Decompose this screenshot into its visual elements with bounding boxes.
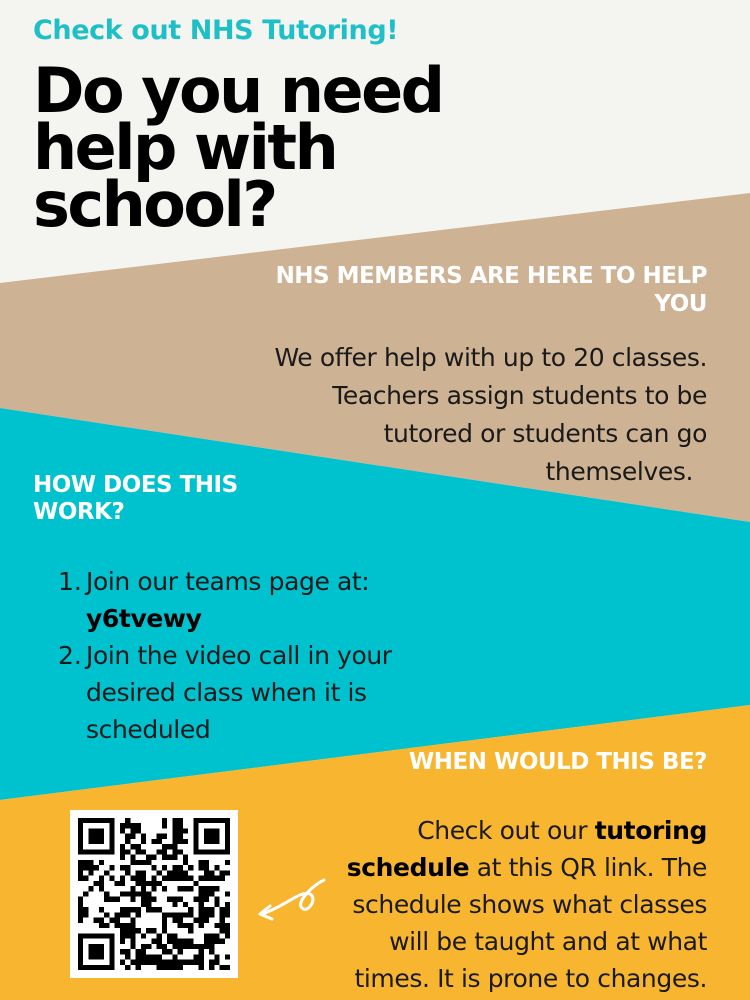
step-1-text: Join our teams page at:	[86, 567, 370, 596]
when-bold-tutoring: tutoring	[594, 816, 707, 845]
headline-line-3: school?	[33, 168, 276, 241]
when-line-2	[287, 849, 707, 886]
helpers-heading: NHS MEMBERS ARE HERE TO HELP YOU	[275, 263, 707, 317]
steps-list	[58, 563, 438, 748]
step-2-number: 2.	[58, 641, 82, 670]
when-line-1-text: Check out our	[417, 816, 595, 845]
step-2-line-1: Join the video call in your	[86, 641, 392, 670]
when-line-4: will be taught and at what	[389, 927, 707, 956]
when-bold-schedule: schedule	[346, 853, 470, 882]
headline-line-2: help with	[33, 111, 337, 184]
when-line-3: schedule shows what classes	[352, 890, 707, 919]
helpers-line-2: Teachers assign students to be	[332, 381, 707, 410]
when-line-1	[287, 812, 707, 849]
kicker-text: Check out NHS Tutoring!	[33, 15, 399, 46]
helpers-line-4: themselves.	[545, 457, 693, 486]
step-2	[58, 637, 438, 748]
when-body	[287, 812, 707, 997]
when-heading: WHEN WOULD THIS BE?	[408, 749, 707, 775]
headline-line-1: Do you need	[33, 54, 443, 127]
helpers-line-1: We offer help with up to 20 classes.	[274, 343, 707, 372]
teams-code: y6tvewy	[86, 604, 202, 633]
when-line-5: times. It is prone to changes.	[354, 964, 707, 993]
step-1	[58, 563, 438, 637]
qr-code-icon[interactable]	[70, 810, 238, 978]
step-1-number: 1.	[58, 567, 82, 596]
step-2-line-2: desired class when it is	[86, 678, 367, 707]
helpers-body	[237, 339, 707, 491]
step-2-line-3: scheduled	[86, 715, 211, 744]
how-heading: HOW DOES THIS WORK?	[33, 472, 238, 525]
when-line-2-text: at this QR link. The	[469, 853, 707, 882]
page-headline	[33, 54, 453, 241]
curly-arrow-left-icon	[252, 876, 332, 926]
helpers-line-3: tutored or students can go	[383, 419, 707, 448]
